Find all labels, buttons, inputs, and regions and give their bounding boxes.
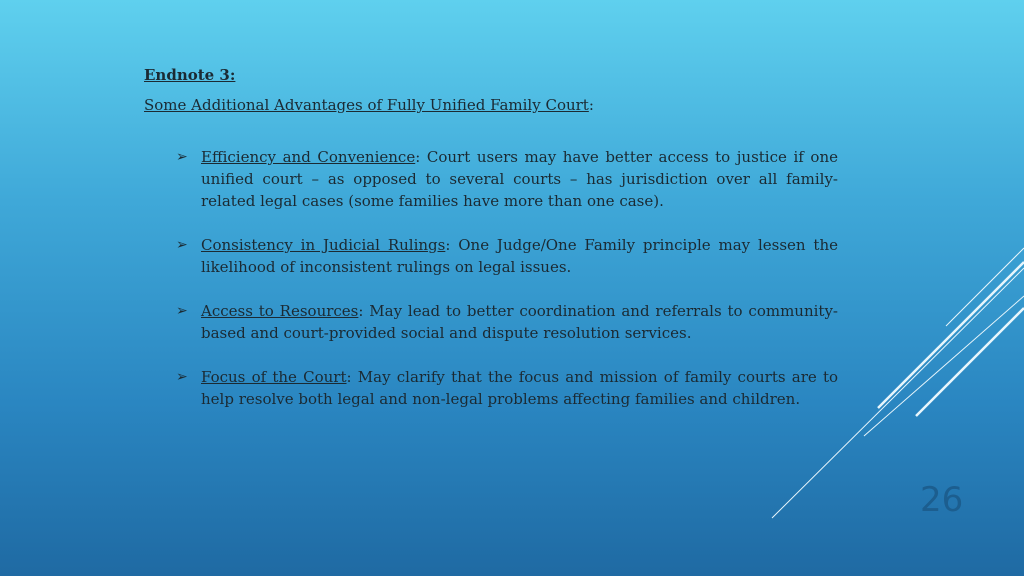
arrow-bullet-icon: ➢ <box>176 237 188 253</box>
subtitle-colon: : <box>588 96 594 114</box>
page-number: 26 <box>920 480 964 520</box>
bullet-list <box>176 146 838 432</box>
bullet-term: Focus of the Court <box>201 368 347 386</box>
arrow-bullet-icon: ➢ <box>176 149 188 165</box>
endnote-heading: Endnote 3: <box>144 66 236 84</box>
bullet-term: Access to Resources <box>201 302 359 320</box>
bullet-term: Efficiency and Convenience <box>201 148 416 166</box>
bullet-text: : May clarify that the focus and mission of family courts are to help resolve both legal and non-legal problems affecting families and children. <box>201 368 839 408</box>
bullet-consistency <box>176 234 838 278</box>
subtitle <box>144 96 594 114</box>
arrow-bullet-icon: ➢ <box>176 303 188 319</box>
bullet-access <box>176 300 838 344</box>
subtitle-text: Some Additional Advantages of Fully Unified Family Court <box>144 96 589 114</box>
bullet-efficiency <box>176 146 838 212</box>
arrow-bullet-icon: ➢ <box>176 369 188 385</box>
bullet-text: : May lead to better coordination and referrals to community-based and court-provided social and dispute resolution services. <box>201 302 838 342</box>
bullet-term: Consistency in Judicial Rulings <box>201 236 446 254</box>
bullet-text: : Court users may have better access to justice if one unified court – as opposed to several courts – has jurisdiction over all family-related legal cases (some families have more than one case). <box>201 148 838 210</box>
bullet-text: : One Judge/One Family principle may lessen the likelihood of inconsistent rulings on legal issues. <box>201 236 838 276</box>
bullet-focus <box>176 366 838 410</box>
